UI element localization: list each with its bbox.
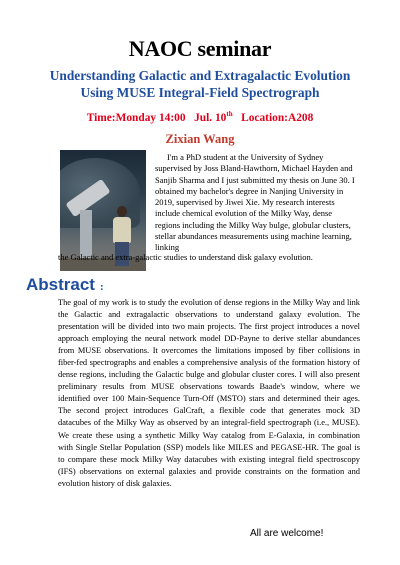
- speaker-bio-text: I'm a PhD student at the University of Sydney supervised by Joss Bland-Hawthorn, Michael Hayden and Sanjib Sharma and I just submitted my thesis on June 30. I obtained my bachelor's degree in Nanjing University in 2019, supervised by Jiwei Xie. My research interests include chemical evolution of the Milky Way, dense regions including the Milky Way bulge, globular clusters, stellar abundances measurements using machine learning, linking: [155, 152, 355, 253]
- talk-title-line1: Understanding Galactic and Extragalactic Evolution: [49, 68, 351, 83]
- page-title: NAOC seminar: [128, 36, 272, 61]
- event-details: [0, 110, 400, 124]
- abstract-colon: :: [100, 281, 104, 293]
- event-date-suffix: th: [226, 110, 233, 118]
- event-location: Location:A208: [241, 111, 314, 124]
- abstract-heading: Abstract: [26, 275, 95, 294]
- talk-title-line2: Using MUSE Integral-Field Spectrograph: [80, 85, 320, 100]
- event-time: Time:Monday 14:00: [86, 111, 186, 124]
- speaker-bio-tail: the Galactic and extra-galactic studies to understand disk galaxy evolution.: [58, 252, 313, 262]
- closing-note: All are welcome!: [250, 528, 324, 539]
- event-date: [194, 112, 233, 124]
- speaker-figure-body: [113, 217, 131, 243]
- speaker-bio: [155, 152, 355, 254]
- event-date-main: Jul. 10: [194, 111, 227, 124]
- speaker-name: Zixian Wang: [165, 132, 235, 146]
- speaker-figure-head: [117, 206, 127, 217]
- abstract-body: The goal of my work is to study the evolution of dense regions in the Milky Way and link the Galactic and extragalactic observations to understand galaxy evolution. The presentation will be divided into two main projects. The first project introduces a novel approach employing the neural network model DD-Payne to derive stellar abundances from MUSE observations. It overcomes the limitations imposed by fiber collisions in fiber-fed spectrographs and enables a comprehensive analysis of the formation history of dense regions, including the Galactic bulge and globular cluster cores. I will also present preliminary results from MUSE observations towards Baade's window, where we identified over 100 Main-Sequence Turn-Off (MSTO) stars and determined their ages. The second project introduces GalCraft, a flexible code that generates mock 3D datacubes of the Milky Way as observed by an integral-field spectrograph (i.e., MUSE). We create these using a synthetic Milky Way catalog from E-Galaxia, in combination with Single Stellar Population (SSP) models like MILES and PEGASE-HR. The goal is to compare these mock Milky Way datacubes with existing integral field spectroscopy (IFS) observations on external galaxies and provide constraints on the formation and evolution history of disk galaxies.: [58, 298, 360, 488]
